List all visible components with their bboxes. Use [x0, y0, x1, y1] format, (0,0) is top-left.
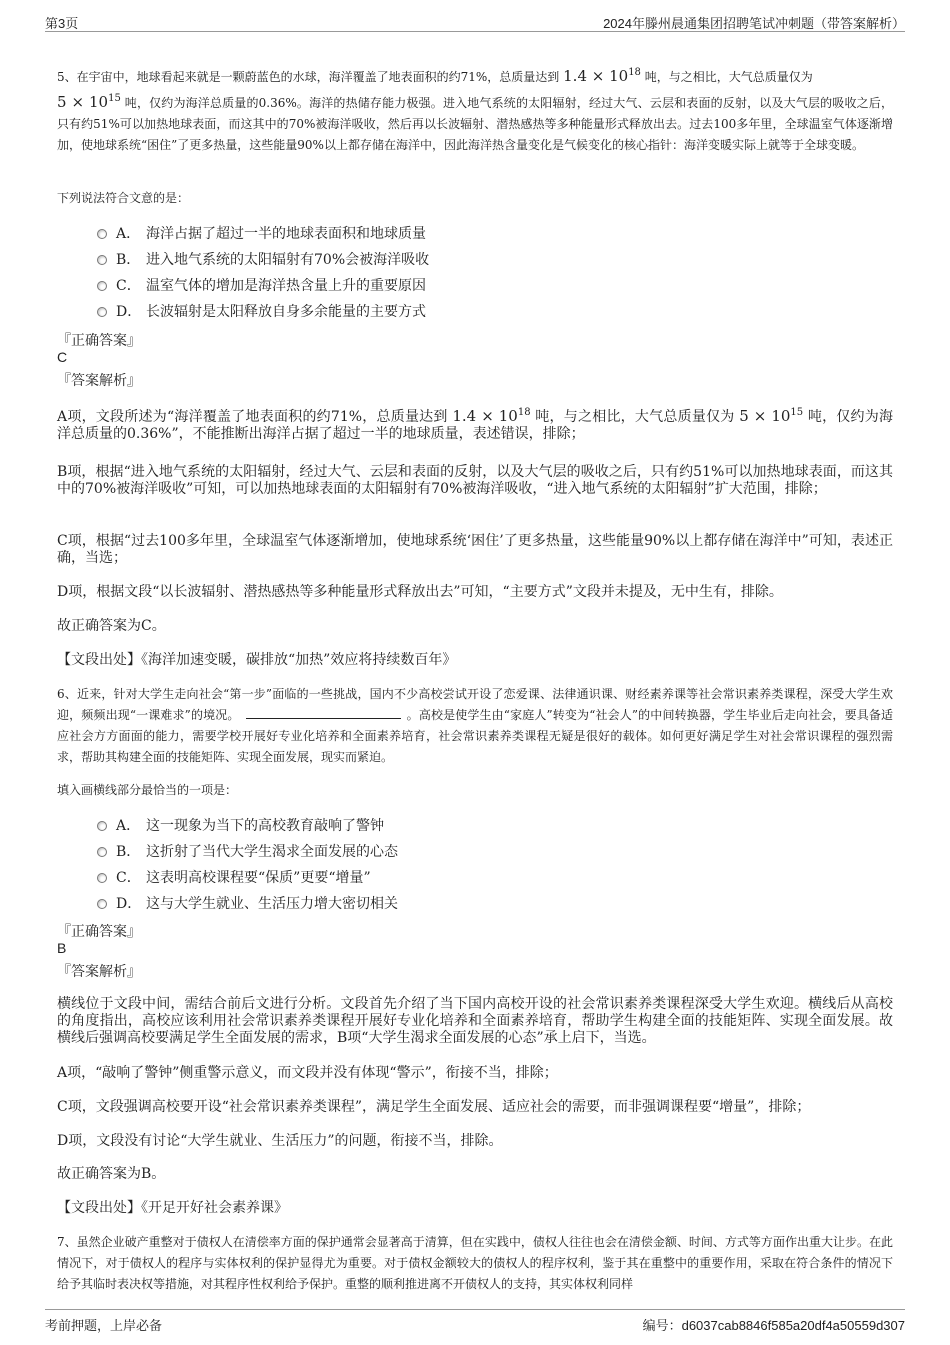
radio-icon[interactable]: [97, 847, 107, 857]
radio-icon[interactable]: [97, 873, 107, 883]
q5-prompt: 下列说法符合文意的是：: [57, 191, 190, 205]
page-number: 第3页: [45, 16, 79, 31]
q6-answer: B: [57, 940, 67, 956]
q6-analysis-c: C项，文段强调高校要开设“社会常识素养类课程”，满足学生全面发展、适应社会的需要，而非强调课程要“增量”，排除；: [57, 1099, 811, 1115]
q6-option-c[interactable]: C． 这表明高校课程要“保质”更要“增量”: [97, 867, 371, 887]
radio-icon[interactable]: [97, 255, 107, 265]
q6-option-a[interactable]: A． 这一现象为当下的高校教育敲响了警钟: [97, 815, 384, 835]
q6-conclusion: 故正确答案为B。: [57, 1166, 166, 1182]
q6-analysis-label: 『答案解析』: [57, 964, 141, 980]
q6-option-d[interactable]: D． 这与大学生就业、生活压力增大密切相关: [97, 893, 398, 913]
q5-option-d[interactable]: D． 长波辐射是太阳释放自身多余能量的主要方式: [97, 301, 426, 321]
q5-analysis-a: A项，文段所述为“海洋覆盖了地表面积的约71%，总质量达到 $1.4 \times 10^{18}$ 吨，与之相比，大气总质量仅为 $5 \times 10^{15}$ 吨，仅约为海洋总质量的0.36%”，不能推断出海洋占据了超过一半的地球质量，表述错误，排除；: [57, 407, 894, 442]
q5-ocean-mass: $1.4 \times 10^{18}$: [563, 67, 641, 85]
page-footer: [45, 1309, 905, 1335]
q5-passage-part3: 吨，仅约为海洋总质量的0.36%。海洋的热储存能力极强。进入地气系统的太阳辐射，经过大气、云层和表面的反射，以及大气层的吸收之后，只有约51%可以加热地球表面，而这其中的70%被海洋吸收，然后再以长波辐射、潜热感热等多种能量形式释放出去。过去100多年里，全球温室气体逐渐增加，使地球系统“困住”了更多热量，这些能量90%以上都存储在海洋中，因此海洋热含量变化是气候变化的核心指针：海洋变暖实际上就等于全球变暖。: [57, 96, 893, 152]
q5-passage: [57, 62, 893, 156]
radio-icon[interactable]: [97, 229, 107, 239]
q5-answer: C: [57, 349, 68, 365]
radio-icon[interactable]: [97, 821, 107, 831]
radio-icon[interactable]: [97, 899, 107, 909]
document-title: 2024年滕州晨通集团招聘笔试冲刺题（带答案解析）: [603, 16, 905, 31]
q6-prompt: 填入画横线部分最恰当的一项是：: [57, 783, 238, 797]
q6-passage-part2: 。高校是使学生由“家庭人”转变为“社会人”的中间转换器，学生毕业后走向社会，要具备适应社会方方面面的能力，需要学校开展好专业化培养和全面素养培育，社会常识素养类课程无疑是很好的载体。如何更好满足学生对社会常识课程的强烈需求，帮助其构建全面的技能矩阵、实现全面发展，现实而紧迫。: [57, 708, 893, 764]
q5-answer-label: 『正确答案』: [57, 333, 141, 349]
radio-icon[interactable]: [97, 281, 107, 291]
q6-answer-label: 『正确答案』: [57, 924, 141, 940]
q5-analysis-c: C项，根据“过去100多年里，全球温室气体逐渐增加，使地球系统‘困住’了更多热量，这些能量90%以上都存储在海洋中”可知，表述正确，当选；: [57, 533, 893, 566]
q6-source: 【文段出处】《开足开好社会素养课》: [57, 1200, 288, 1216]
q5-option-a[interactable]: A． 海洋占据了超过一半的地球表面积和地球质量: [97, 223, 426, 243]
q5-analysis-atmos-mass: $5 \times 10^{15}$: [739, 407, 804, 425]
q7-passage: 7、虽然企业破产重整对于债权人在清偿率方面的保护通常会显著高于清算，但在实践中，债权人往往也会在清偿金额、时间、方式等方面作出重大让步。在此情况下，对于债权人的程序与实体权利的保护显得尤为重要。对于债权金额较大的债权人的程序权利，鉴于其在重整中的重要作用，采取在符合条件的情况下给予其临时表决权等措施，对其程序性权利给予保护。重整的顺利推进离不开债权人的支持，其实体权利同样: [57, 1235, 893, 1291]
q6-passage: [57, 684, 893, 768]
footer-slogan: 考前押题，上岸必备: [45, 1318, 163, 1333]
q5-atmos-mass: $5 \times 10^{15}$: [57, 93, 121, 111]
fill-blank: [246, 709, 401, 719]
q5-analysis-ocean-mass: $1.4 \times 10^{18}$: [452, 407, 531, 425]
q5-passage-part1: 5、在宇宙中，地球看起来就是一颗蔚蓝色的水球，海洋覆盖了地表面积的约71%，总质量达到: [57, 70, 560, 84]
q6-analysis-main: 横线位于文段中间，需结合前后文进行分析。文段首先介绍了当下国内高校开设的社会常识素养类课程深受大学生欢迎。横线后从高校的角度指出，高校应该利用社会常识素养类课程开展好专业化培养和全面素养培育，帮助学生构建全面的技能矩阵、实现全面发展。故横线后强调高校要满足学生全面发展的需求，B项“大学生渴求全面发展的心态”承上启下，当选。: [57, 996, 893, 1046]
q5-option-c[interactable]: C． 温室气体的增加是海洋热含量上升的重要原因: [97, 275, 426, 295]
q5-analysis-d: D项，根据文段“以长波辐射、潜热感热等多种能量形式释放出去”可知，“主要方式”文段并未提及，无中生有，排除。: [57, 584, 783, 600]
q5-option-b[interactable]: B． 进入地气系统的太阳辐射有70%会被海洋吸收: [97, 249, 429, 269]
q5-analysis-b: B项，根据“进入地气系统的太阳辐射，经过大气、云层和表面的反射，以及大气层的吸收之后，只有约51%可以加热地球表面，而这其中的70%被海洋吸收”可知，可以加热地球表面的太阳辐射有70%被海洋吸收，“进入地气系统的太阳辐射”扩大范围，排除；: [57, 464, 893, 497]
q6-option-b[interactable]: B． 这折射了当代大学生渴求全面发展的心态: [97, 841, 398, 861]
footer-code: 编号：d6037cab8846f585a20df4a50559d307: [642, 1318, 905, 1333]
page-header: [45, 10, 905, 32]
q5-conclusion: 故正确答案为C。: [57, 618, 166, 634]
q6-analysis-a: A项，“敲响了警钟”侧重警示意义，而文段并没有体现“警示”，衔接不当，排除；: [57, 1065, 558, 1081]
q6-passage-part1: 6、近来，针对大学生走向社会“第一步”面临的一些挑战，国内不少高校尝试开设了恋爱课、法律通识课、财经素养课等社会常识素养类课程，深受大学生欢迎，频频出现“一课难求”的境况。: [57, 687, 893, 722]
q5-source: 【文段出处】《海洋加速变暖，碳排放“加热”效应将持续数百年》: [57, 652, 457, 668]
q5-analysis-label: 『答案解析』: [57, 373, 141, 389]
radio-icon[interactable]: [97, 307, 107, 317]
q5-passage-part2: 吨，与之相比，大气总质量仅为: [644, 70, 813, 84]
q6-analysis-d: D项，文段没有讨论“大学生就业、生活压力”的问题，衔接不当，排除。: [57, 1133, 503, 1149]
